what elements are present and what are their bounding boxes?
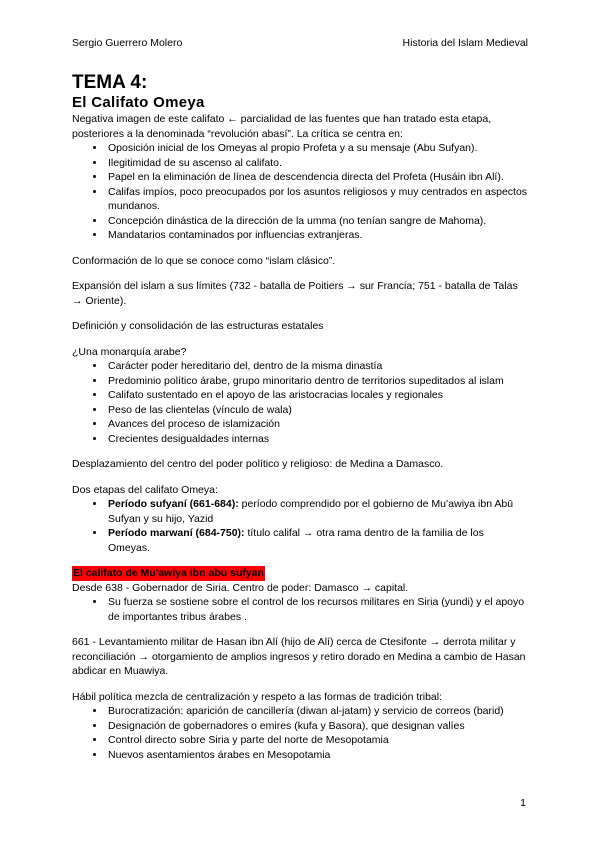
- expansion-paragraph: Expansión del islam a sus límites (732 - batalla de Poitiers → sur Francia; 751 - batalla de Talas → Oriente).: [72, 280, 518, 307]
- list-item: • Su fuerza se sostiene sobre el control de los recursos militares en Siria (yundi) y el apoyo de importantes tribus árabes .: [106, 595, 528, 624]
- list-item: • Peso de las clientelas (vínculo de wala): [106, 403, 528, 418]
- etapa-text: período comprendido por el gobierno de Mu’awiya ibn Abū Sufyan y su hijo, Yazid: [108, 498, 514, 525]
- list-item: • Avances del proceso de islamización: [106, 417, 528, 432]
- section-list-1: [72, 595, 528, 624]
- list-item: • Carácter poder hereditario del, dentro de la misma dinastía: [106, 359, 528, 374]
- page-number: 1: [520, 797, 526, 809]
- list-item: • Papel en la eliminación de línea de descendencia directa del Profeta (Husáin ibn Alí).: [106, 170, 528, 185]
- etapa-label: Período sufyaní (661-684):: [108, 498, 239, 510]
- list-item: • Ilegitimidad de su ascenso al califato.: [106, 156, 528, 171]
- monarquia-list: [72, 359, 528, 446]
- desplazamiento-paragraph: Desplazamiento del centro del poder político y religioso: de Medina a Damasco.: [72, 458, 444, 470]
- list-item: • Concepción dinástica de la dirección de la umma (no tenían sangre de Mahoma).: [106, 214, 528, 229]
- page-subtitle: El Califato Omeya: [72, 94, 205, 111]
- definicion-paragraph: Definición y consolidación de las estructuras estatales: [72, 320, 324, 332]
- list-item: • Designación de gobernadores o emires (kufa y Basora), que designan valíes: [106, 719, 528, 734]
- habil-politica-paragraph: Hábil política mezcla de centralización y respeto a las formas de tradición tribal:: [72, 690, 443, 703]
- monarquia-question: ¿Una monarquía arabe?: [72, 345, 187, 358]
- header-course: Historia del Islam Medieval: [402, 37, 528, 49]
- intro-list: [72, 141, 528, 243]
- list-item: • Mandatarios contaminados por influencias extranjeras.: [106, 228, 528, 243]
- list-item: [106, 497, 528, 526]
- list-item: • Califas impíos, poco preocupados por los asuntos religiosos y muy centrados en aspectos mundanos.: [106, 185, 528, 214]
- list-item: [106, 526, 528, 555]
- list-item: • Crecientes desigualdades internas: [106, 432, 528, 447]
- list-item: • Burocratización: aparición de cancillería (diwan al-jatam) y servicio de correos (barid): [106, 704, 528, 719]
- etapa-label: Período marwaní (684-750):: [108, 527, 245, 539]
- list-item: • Nuevos asentamientos árabes en Mesopotamia: [106, 748, 528, 763]
- intro-paragraph: Negativa imagen de este califato ← parcialidad de las fuentes que han tratado esta etapa, posteriores a la denominada “revolución abasí”. La crítica se centra en:: [72, 113, 492, 140]
- politica-list: [72, 704, 528, 762]
- etapas-list: [72, 497, 528, 555]
- levantamiento-paragraph: 661 - Levantamiento militar de Hasan ibn Alí (hijo de Alí) cerca de Ctesifonte → derrota militar y reconciliación → otorgamiento de amplios ingresos y retiro dorado en Medina a cambio de Hasan abdicar en Muawiya.: [72, 636, 526, 677]
- header-author: Sergio Guerrero Molero: [72, 37, 183, 49]
- document-body: [72, 72, 528, 762]
- section-line: Desde 638 - Gobernador de Siria. Centro de poder: Damasco → capital.: [72, 581, 409, 594]
- etapa-text: título califal → otra rama dentro de la familia de los Omeyas.: [108, 527, 484, 554]
- list-item: • Control directo sobre Siria y parte del norte de Mesopotamia: [106, 733, 528, 748]
- list-item: • Predominio político árabe, grupo minoritario dentro de territorios supeditados al islam: [106, 374, 528, 389]
- list-item: • Oposición inicial de los Omeyas al propio Profeta y a su mensaje (Abu Sufyan).: [106, 141, 528, 156]
- section-heading-highlight: El califato de Mu'awiya ibn abu sufyan: [73, 567, 264, 579]
- etapas-intro: Dos etapas del califato Omeya:: [72, 483, 218, 496]
- list-item: • Califato sustentado en el apoyo de las aristocracias locales y regionales: [106, 388, 528, 403]
- page-title: TEMA 4:: [72, 72, 148, 93]
- islam-clasico-paragraph: Conformación de lo que se conoce como “islam clásico”.: [72, 254, 336, 267]
